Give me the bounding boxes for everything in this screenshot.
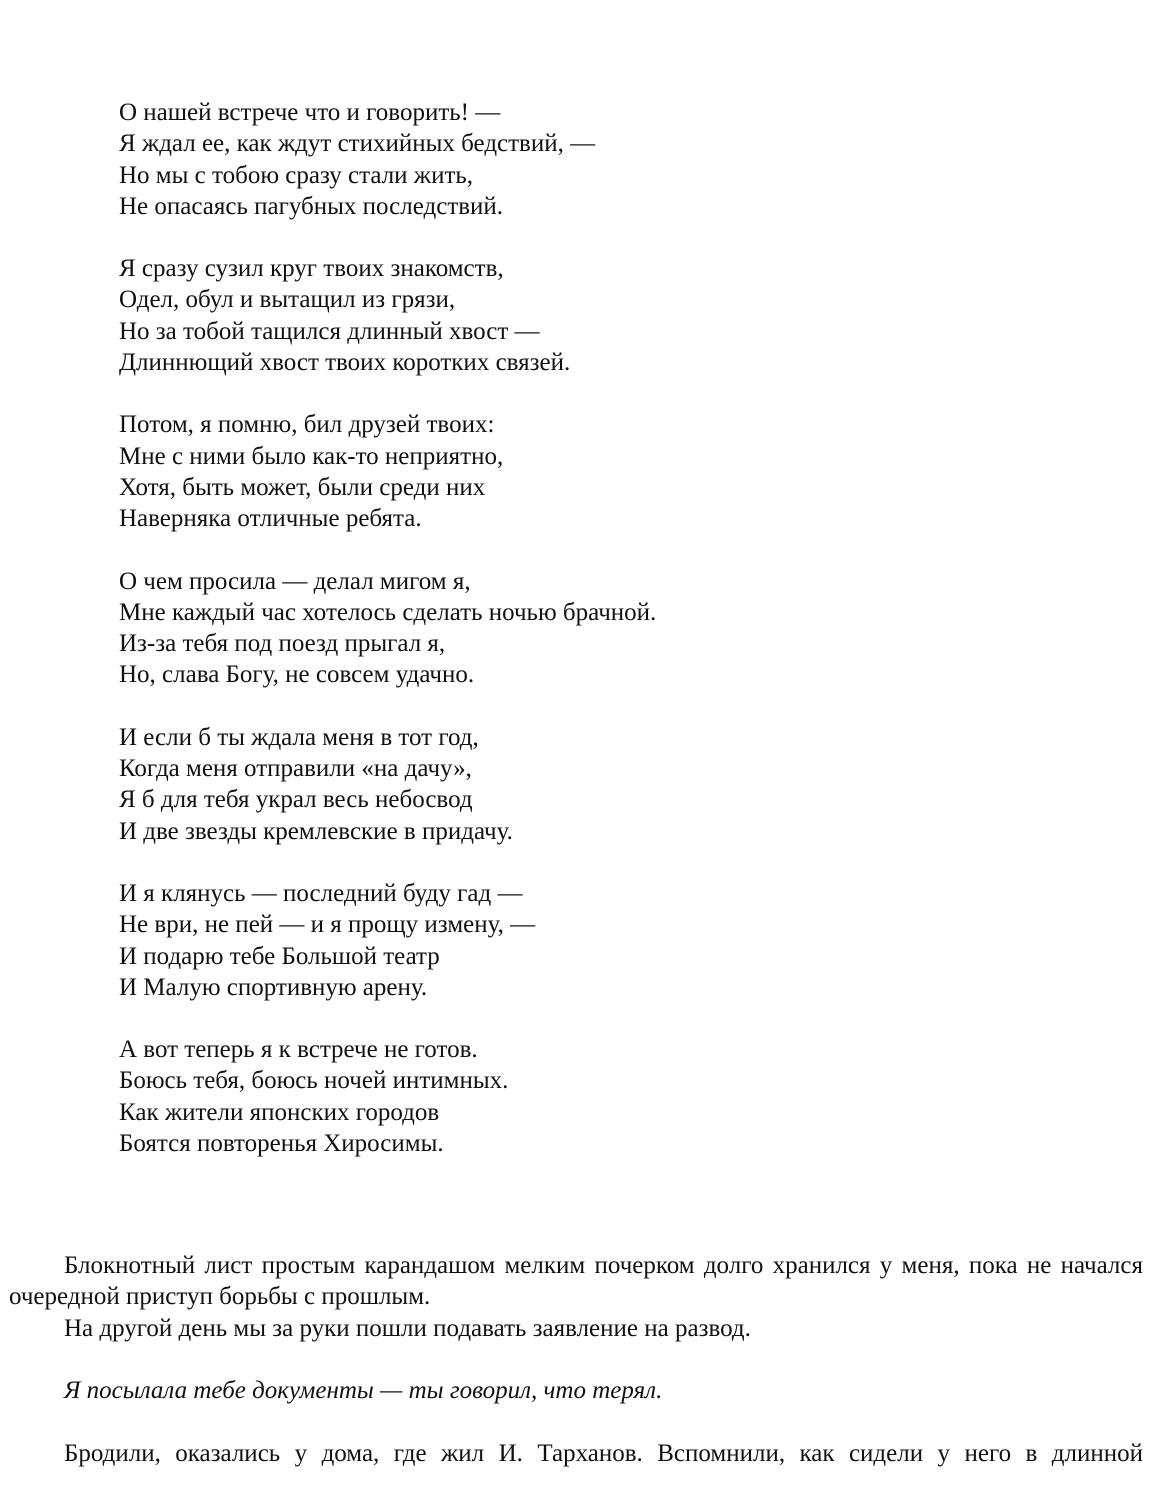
poem-line: А вот теперь я к встрече не готов. xyxy=(119,1036,478,1064)
poem-line: Я б для тебя украл весь небосвод xyxy=(119,786,473,814)
poem-line: Мне с ними было как-то неприятно, xyxy=(119,442,504,470)
paragraph-gap xyxy=(9,1344,1143,1375)
poem-line: Хотя, быть может, были среди них xyxy=(119,473,486,501)
poem-line: И подарю тебе Большой театр xyxy=(119,942,440,970)
poem-line: Одел, обул и вытащил из грязи, xyxy=(119,286,456,314)
poem-line: Но, слава Богу, не совсем удачно. xyxy=(119,661,475,689)
prose-paragraph-notebook: Блокнотный лист простым карандашом мелким почерком долго хранился у меня, пока не начался очередной приступ борьбы с прошлым. xyxy=(9,1252,1143,1311)
poem-line: О нашей встрече что и говорить! — xyxy=(119,99,501,126)
poem-line: О чем просила — делал мигом я, xyxy=(119,567,471,595)
poem-line: Не опасаясь пагубных последствий. xyxy=(119,192,504,220)
poem-line: Боюсь тебя, боюсь ночей интимных. xyxy=(119,1067,509,1095)
poem xyxy=(119,97,1019,1190)
poem-line: Из-за тебя под поезд прыгал я, xyxy=(119,630,446,658)
poem-line: Потом, я помню, бил друзей твоих: xyxy=(119,411,495,439)
poem-line: И если б ты ждала меня в тот год, xyxy=(119,723,479,751)
prose-paragraph-tarkhanov: Бродили, оказались у дома, где жил И. Тарханов. Вспомнили, как сидели у него в длинной xyxy=(64,1439,1143,1467)
poem-line: Когда меня отправили «на дачу», xyxy=(119,755,472,783)
poem-line: Но мы с тобою сразу стали жить, xyxy=(119,161,474,189)
poem-line: И две звезды кремлевские в придачу. xyxy=(119,817,513,845)
prose-paragraph-divorce: На другой день мы за руки пошли подавать заявление на развод. xyxy=(64,1314,751,1342)
prose-section xyxy=(9,1250,1143,1469)
poem-line: Боятся повторенья Хиросимы. xyxy=(119,1130,444,1158)
poem-line: И Малую спортивную арену. xyxy=(119,973,428,1001)
poem-line: Как жители японских городов xyxy=(119,1098,440,1126)
paragraph-gap xyxy=(9,1406,1143,1437)
prose-paragraph-italic-quote: Я посылала тебе документы — ты говорил, что терял. xyxy=(64,1377,663,1405)
poem-line: Длиннющий хвост твоих коротких связей. xyxy=(119,349,571,377)
poem-stanza-5 xyxy=(119,722,1019,847)
poem-line: Но за тобой тащился длинный хвост — xyxy=(119,317,540,345)
poem-stanza-1 xyxy=(119,97,1019,222)
poem-line: Наверняка отличные ребята. xyxy=(119,505,422,533)
poem-line: Я ждал ее, как ждут стихийных бедствий, — xyxy=(119,130,596,158)
poem-line: И я клянусь — последний буду гад — xyxy=(119,879,523,907)
poem-stanza-2 xyxy=(119,253,1019,378)
poem-stanza-3 xyxy=(119,409,1019,534)
poem-stanza-6 xyxy=(119,878,1019,1003)
poem-line: Мне каждый час хотелось сделать ночью брачной. xyxy=(119,598,657,626)
poem-line: Не ври, не пей — и я прощу измену, — xyxy=(119,911,536,939)
poem-line: Я сразу сузил круг твоих знакомств, xyxy=(119,255,504,283)
poem-stanza-4 xyxy=(119,566,1019,691)
poem-stanza-7 xyxy=(119,1034,1019,1159)
